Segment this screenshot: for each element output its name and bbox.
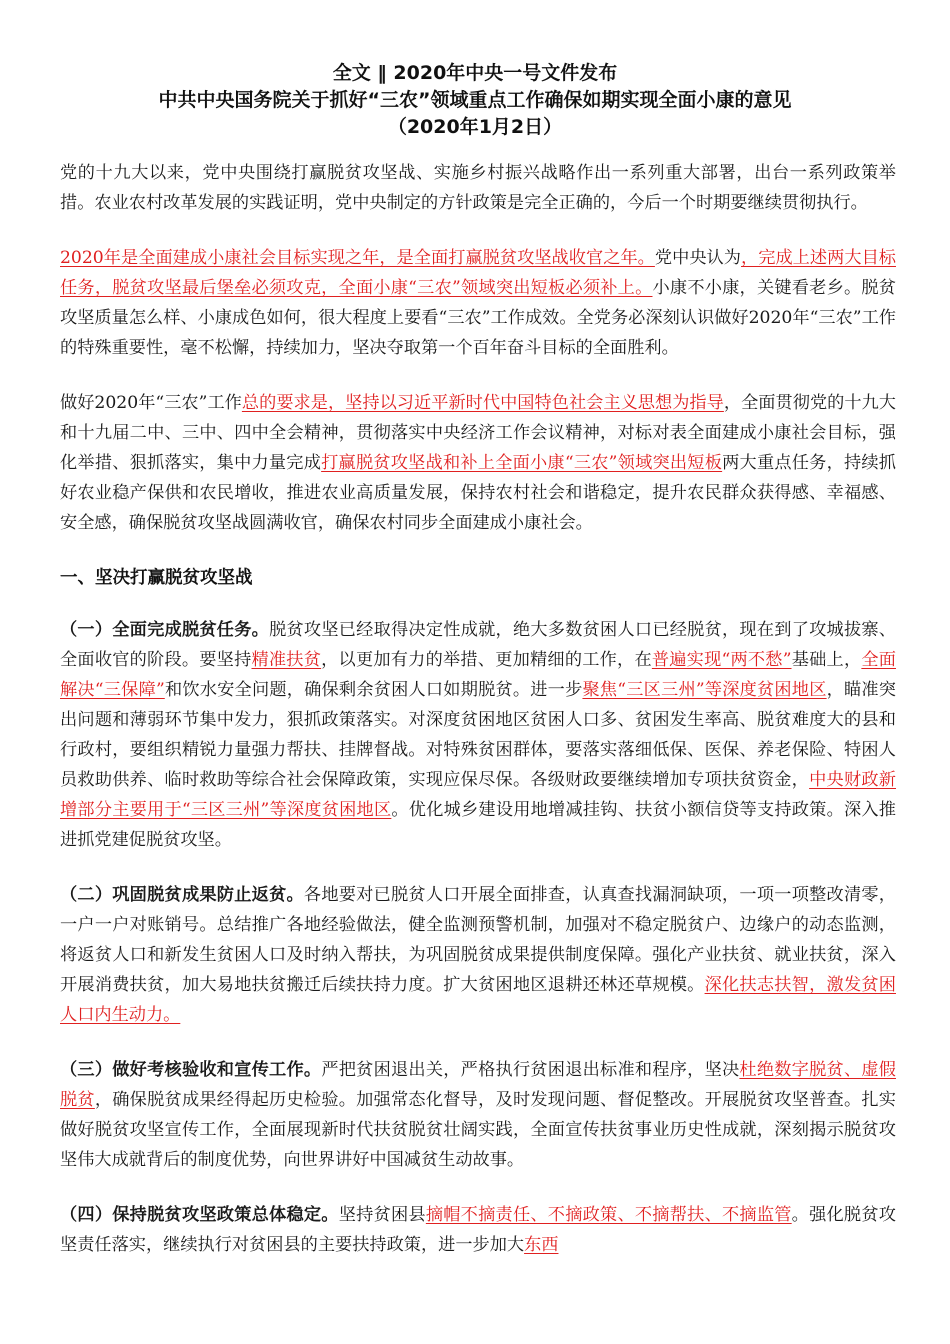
highlighted-phrase: 杜绝数字脱贫、虚假脱贫 (60, 1060, 896, 1110)
document-date: （2020年1月2日） (387, 116, 563, 138)
text-run: 做好2020年“三农”工作 (60, 393, 242, 413)
section-item-4 (60, 1200, 896, 1260)
intro-paragraph-1 (60, 158, 896, 218)
document-title: 中共中央国务院关于抓好“三农”领域重点工作确保如期实现全面小康的意见 (158, 89, 792, 111)
section-heading: 一、坚决打赢脱贫攻坚战 (60, 568, 253, 588)
text-run: 党中央认为 (654, 248, 742, 268)
highlighted-phrase: 精准扶贫 (251, 650, 322, 670)
header-title: 全文 ‖ 2020年中央一号文件发布 (332, 62, 618, 84)
highlighted-phrase: 普遍实现“两不愁” (651, 650, 792, 670)
item-body (60, 885, 896, 1025)
text-run: 党的十九大以来，党中央围绕打赢脱贫攻坚战、实施乡村振兴战略作出一系列重大部署，出台一系列政策举措。农业农村改革发展的实践证明，党中央制定的方针政策是完全正确的，今后一个时期要继续贯彻执行。 (60, 163, 896, 213)
highlighted-phrase: 中央财政新增部分主要用于“三区三州”等深度贫困地区 (60, 770, 896, 820)
text-run: ，全面贯彻党的十九大和十九届二中、三中、四中全会精神，贯彻落实中央经济工作会议精神，对标对表全面建成小康社会目标，强化举措、狠抓落实，集中力量完成 (60, 393, 896, 473)
text-run: 各地要对已脱贫人口开展全面排查，认真查找漏洞缺项，一项一项整改清零，一户一户对账销号。总结推广各地经验做法，健全监测预警机制，加强对不稳定脱贫户、边缘户的动态监测，将返贫人口和新发生贫困人口及时纳入帮扶，为巩固脱贫成果提供制度保障。强化产业扶贫、就业扶贫，深入开展消费扶贫，加大易地扶贫搬迁后续扶持力度。扩大贫困地区退耕还林还草规模。 (60, 885, 896, 995)
highlighted-phrase: ，完成上述两大目标任务，脱贫攻坚最后堡垒必须攻克，全面小康“三农”领域突出短板必须补上。 (60, 248, 896, 298)
text-run: 两大重点任务，持续抓好农业稳产保供和农民增收，推进农业高质量发展，保持农村社会和谐稳定，提升农民群众获得感、幸福感、安全感，确保脱贫攻坚战圆满收官，确保农村同步全面建成小康社会。 (60, 453, 896, 533)
text-run: 和饮水安全问题，确保剩余贫困人口如期脱贫。进一步 (164, 680, 583, 700)
text-run: ，以更加有力的举措、更加精细的工作，在 (321, 650, 652, 670)
highlighted-phrase: 打赢脱贫攻坚战和补上全面小康“三农”领域突出短板 (321, 453, 723, 473)
intro-paragraph-2 (60, 243, 896, 363)
item-body (60, 620, 896, 850)
text-run: 严把贫困退出关，严格执行贫困退出标准和程序，坚决 (321, 1060, 740, 1080)
text-run: 小康不小康，关键看老乡。脱贫攻坚质量怎么样、小康成色如何，很大程度上要看“三农”工作成效。全党务必深刻认识做好2020年“三农”工作的特殊重要性，毫不松懈，持续加力，坚决夺取第一个百年奋斗目标的全面胜利。 (60, 278, 896, 358)
text-run: 脱贫攻坚已经取得决定性成就，绝大多数贫困人口已经脱贫，现在到了攻城拔寨、全面收官的阶段。要坚持 (60, 620, 896, 670)
text-run: 。强化脱贫攻坚责任落实，继续执行对贫困县的主要扶持政策，进一步加大 (60, 1205, 896, 1255)
highlighted-phrase: 东西 (524, 1235, 559, 1255)
highlighted-phrase: 聚焦“三区三州”等深度贫困地区 (582, 680, 827, 700)
text-run: 基础上， (791, 650, 862, 670)
highlighted-phrase: 摘帽不摘责任、不摘政策、不摘帮扶、不摘监管 (425, 1205, 792, 1225)
text-run: ，瞄准突出问题和薄弱环节集中发力，狠抓政策落实。对深度贫困地区贫困人口多、贫困发生率高、脱贫难度大的县和行政村，要组织精锐力量强力帮扶、挂牌督战。对特殊贫困群体，要落实落细低保、医保、养老保险、特困人员救助供养、临时救助等综合社会保障政策，实现应保尽保。各级财政要继续增加专项扶贫资金， (60, 680, 896, 790)
item-lead-heading: （四）保持脱贫攻坚政策总体稳定。 (60, 1205, 339, 1225)
highlighted-phrase: 总的要求是，坚持以习近平新时代中国特色社会主义思想为指导 (241, 393, 724, 413)
highlighted-phrase: 2020年是全面建成小康社会目标实现之年，是全面打赢脱贫攻坚战收官之年。 (60, 248, 655, 268)
section-item-3 (60, 1055, 896, 1175)
item-lead-heading: （一）全面完成脱贫任务。 (60, 620, 270, 640)
document-header (0, 60, 950, 141)
highlighted-phrase: 深化扶志扶智，激发贫困人口内生动力。 (60, 975, 896, 1025)
document-body (60, 158, 896, 1285)
text-run: 坚持贫困县 (338, 1205, 426, 1225)
item-lead-heading: （二）巩固脱贫成果防止返贫。 (60, 885, 304, 905)
highlighted-phrase: 全面解决“三保障” (60, 650, 896, 700)
text-run: ，确保脱贫成果经得起历史检验。加强常态化督导，及时发现问题、督促整改。开展脱贫攻坚普查。扎实做好脱贫攻坚宣传工作，全面展现新时代扶贫脱贫壮阔实践，全面宣传扶贫事业历史性成就，深刻揭示脱贫攻坚伟大成就背后的制度优势，向世界讲好中国减贫生动故事。 (60, 1090, 896, 1170)
intro-paragraph-3 (60, 388, 896, 538)
text-run: 。优化城乡建设用地增减挂钩、扶贫小额信贷等支持政策。深入推进抓党建促脱贫攻坚。 (60, 800, 896, 850)
section-item-2 (60, 880, 896, 1030)
item-lead-heading: （三）做好考核验收和宣传工作。 (60, 1060, 322, 1080)
section-item-1 (60, 615, 896, 855)
